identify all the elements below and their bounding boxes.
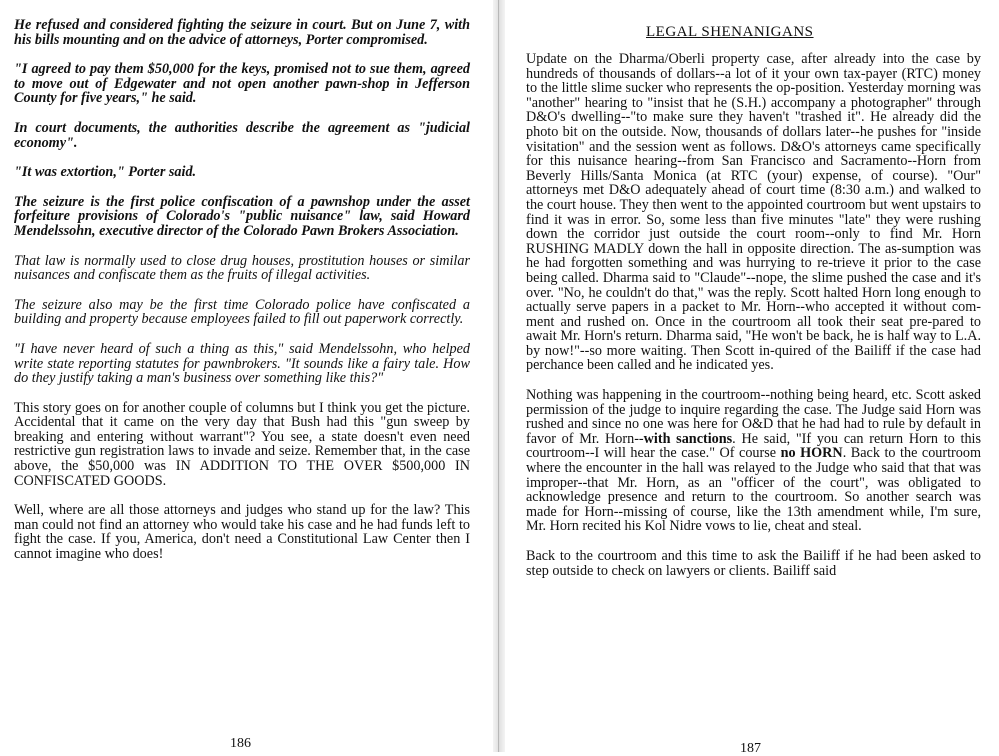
right-paragraph-2-part-c: . Back to the courtroom where the encounter in the hall was relayed to the Judge who said that that was improper--that Mr. Horn, as an "officer of the court", was obligated to acknowledge presence and return to the courtroom. So another search was made for Horn--missing of course, like the 13th amendment while, I'm sure, Mr. Horn recited his Kol Nidre vows to lie, cheat and steal. [526, 445, 981, 535]
book-gutter [493, 0, 505, 752]
right-page [508, 0, 999, 756]
chapter-heading: LEGAL SHENANIGANS [646, 24, 814, 40]
left-paragraph-10: Well, where are all those attorneys and judges who stand up for the law? This man could not find an attorney who would take his case and he had funds left to fight the case. If you, America, don't need a Constitutional Law Center then I cannot imagine who does! [14, 502, 470, 563]
left-paragraph-8: "I have never heard of such a thing as this," said Mendelssohn, who helped write state reporting statutes for pawnbrokers. "It sounds like a fairy tale. How do they justify taking a man's business over something like this?" [14, 340, 470, 387]
right-page-number: 187 [740, 741, 761, 756]
left-paragraph-5: The seizure is the first police confiscation of a pawnshop under the asset forfeiture provisions of Colorado's "public nuisance" law, said Howard Mendelssohn, executive director of the Colorado Pawn Brokers Association. [14, 193, 470, 239]
left-page-number: 186 [230, 736, 251, 751]
right-paragraph-2 [526, 388, 981, 534]
left-paragraph-7: The seizure also may be the first time Colorado police have confiscated a building and property because employees failed to fill out paperwork correctly. [14, 296, 470, 328]
left-paragraph-6: That law is normally used to close drug houses, prostitution houses or similar nuisances and confiscate them as the fruits of illegal activities. [14, 252, 470, 284]
gutter-line [498, 0, 499, 752]
with-sanctions-emphasis: with sanctions [643, 430, 733, 447]
left-paragraph-1: He refused and considered fighting the seizure in court. But on June 7, with his bills mounting and on the advice of attorneys, Porter compromised. [14, 17, 470, 48]
left-paragraph-2: "I agreed to pay them $50,000 for the keys, promised not to sue them, agreed to move out of Edgewater and not open another pawn-shop in Jefferson County for five years," he said. [14, 61, 470, 107]
left-paragraph-9: This story goes on for another couple of columns but I think you get the picture. Accidental that it came on the very day that Bush had this "gun sweep by breaking and entering without warrant"? You see, a state doesn't even need restrictive gun registration laws to invade and seize. Remember that, in the case above, the $50,000 was IN ADDITION TO THE OVER $500,000 IN CONFISCATED GOODS. [14, 399, 470, 489]
right-paragraph-1: Update on the Dharma/Oberli property case, after already into the case by hundreds of thousands of dollars--a lot of it your own tax-payer (RTC) money to the little slime sucker who represents the op-position. Yesterday morning was "another" hearing to "insist that he (S.H.) accompany a photographer" through D&O's dwelling--"to make sure they haven't "trashed it". He already did the photo bit on the outside. Now, thousands of dollars later--he pushes for "inside visitation" and the session went as follows. D&O's attorneys came specifically for this nuisance hearing--from San Francisco and Sacramento--Horn from Beverly Hills/Santa Monica (at RTC (your) expense, of course). "Our" attorneys met D&O adequately ahead of court time (8:30 a.m.) and walked to the court house. They then went to the appointed courtroom but went upstairs to find it was in error. So, some less than five minutes "late" they were rushing down the corridor just outside the court room--only to find Mr. Horn RUSHING MADLY down the hall in opposite direction. The as-sumption was he had forgotten something and was hurrying to re-trieve it prior to the case being called. Dharma said to "Claude"--nope, the slime pushed the case and it's over. "No, he couldn't do that," was the reply. Scott halted Horn long enough to actually serve papers in a packet to Mr. Horn--who accepted it without com-ment and rushed on. Once in the courtroom all took their seat pre-pared to await Mr. Horn's return. Dharma said, "He won't be back, he is half way to L.A. by now!"--so more waiting. Then Scott in-quired of the Bailiff if the case had perchance been called and he indicated yes. [526, 51, 981, 374]
no-horn-emphasis: no HORN [780, 445, 843, 462]
right-paragraph-2-part-a: Nothing was happening in the courtroom--nothing being heard, etc. Scott asked permission of the judge to inquire regarding the case. The Judge said Horn was rushed and since no one was here for O&D that he had had to rule by default in favor of Mr. Horn-- [526, 387, 981, 447]
right-paragraph-3: Back to the courtroom and this time to ask the Bailiff if he had been asked to step outside to check on lawyers or clients. Bailiff said [526, 548, 981, 579]
right-paragraph-2-part-b: . He said, "If you can return Horn to this courtroom--I will hear the case." Of course [526, 430, 981, 462]
left-page [0, 0, 490, 752]
left-paragraph-4: "It was extortion," Porter said. [14, 164, 197, 181]
left-paragraph-3: In court documents, the authorities describe the agreement as "judicial economy". [14, 119, 470, 151]
